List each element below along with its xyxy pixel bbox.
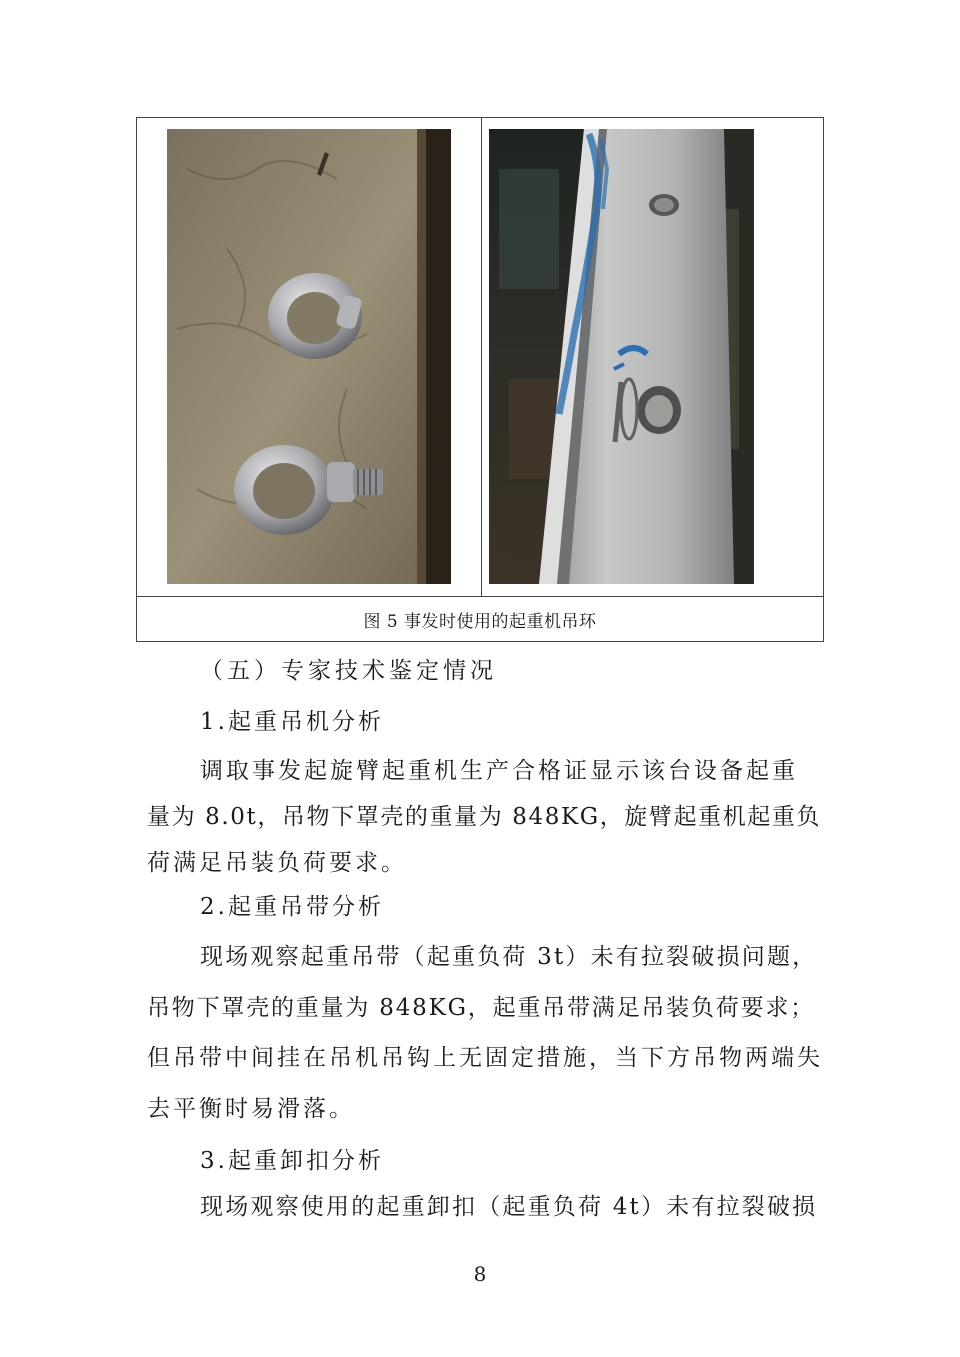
figure-column-divider bbox=[481, 118, 482, 596]
subsection-heading-crane: 1.起重吊机分析 bbox=[200, 709, 384, 735]
paragraph-line: 但吊带中间挂在吊机吊钩上无固定措施，当下方吊物两端失 bbox=[147, 1045, 823, 1071]
section-heading: （五）专家技术鉴定情况 bbox=[200, 658, 497, 684]
paragraph-line: 现场观察使用的起重卸扣（起重负荷 4t）未有拉裂破损 bbox=[200, 1194, 818, 1220]
eye-bolts-photo bbox=[167, 129, 451, 584]
paragraph-line: 量为 8.0t，吊物下罩壳的重量为 848KG，旋臂起重机起重负 bbox=[147, 804, 822, 830]
paragraph-line: 荷满足吊装负荷要求。 bbox=[147, 850, 407, 876]
figure-table bbox=[136, 117, 824, 642]
crane-arm-image bbox=[489, 129, 754, 584]
page-number: 8 bbox=[473, 1262, 487, 1286]
crane-arm-photo bbox=[489, 129, 754, 584]
paragraph-line: 调取事发起旋臂起重机生产合格证显示该台设备起重 bbox=[200, 758, 798, 784]
subsection-heading-shackle: 3.起重卸扣分析 bbox=[200, 1148, 384, 1174]
eye-bolts-image bbox=[167, 129, 451, 584]
paragraph-line: 去平衡时易滑落。 bbox=[147, 1096, 355, 1122]
subsection-heading-sling: 2.起重吊带分析 bbox=[200, 894, 384, 920]
paragraph-line: 吊物下罩壳的重量为 848KG，起重吊带满足吊装负荷要求； bbox=[147, 995, 815, 1021]
figure-caption: 图 5 事发时使用的起重机吊环 bbox=[363, 612, 597, 632]
paragraph-line: 现场观察起重吊带（起重负荷 3t）未有拉裂破损问题， bbox=[200, 944, 818, 970]
